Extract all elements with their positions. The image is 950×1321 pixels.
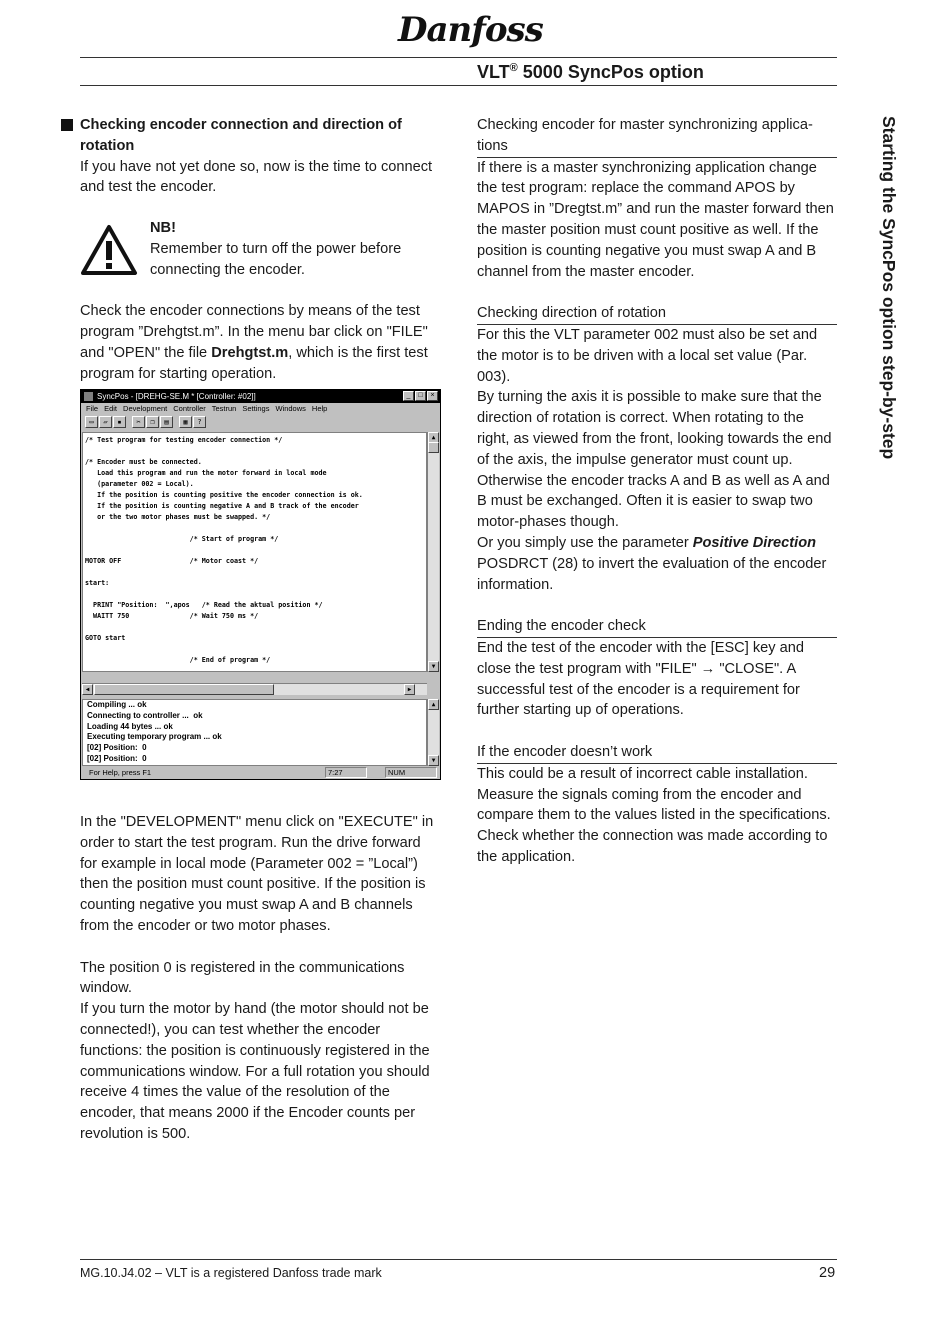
left-column xyxy=(80,115,440,385)
check-text: Check the encoder connections by means of the test program ”Drehgtst.m”. In the menu bar click on "FILE" and "OPEN" the file Drehgtst.m, which is the first test program for starting operation. xyxy=(80,303,428,382)
help-icon[interactable]: ? xyxy=(193,416,206,428)
header-rule-top xyxy=(80,57,837,58)
minimize-button[interactable]: _ xyxy=(403,391,414,401)
comm-scroll-up-icon[interactable]: ▲ xyxy=(428,699,439,710)
paste-icon[interactable]: ▤ xyxy=(160,416,173,428)
master-heading: Checking encoder for master synchronizing applica- tions xyxy=(477,115,837,158)
comm-text: Compiling ... ok Connecting to controller ... ok Loading 44 bytes ... ok Executing temporary program ... ok [02] Position: 0 [02] Position: 0 xyxy=(87,700,222,763)
bullet-square-icon xyxy=(61,119,73,131)
ending-text: End the test of the encoder with the [ESC] key and close the test program with "FILE" → "CLOSE". A successful test of the encoder is a requirement for further starting up of operations. xyxy=(477,639,804,719)
nb-title: NB! xyxy=(150,220,176,237)
app-icon xyxy=(84,392,93,401)
status-num: NUM xyxy=(385,767,437,778)
ending-heading: Ending the encoder check xyxy=(477,616,837,638)
status-bar xyxy=(81,767,440,779)
scroll-up-icon[interactable]: ▲ xyxy=(428,432,439,443)
maximize-button[interactable]: □ xyxy=(415,391,426,401)
failure-text: This could be a result of incorrect cable installation. Measure the signals coming from the encoder and compare them to the values listed in the specifications. Check whether the connection was made according to the application. xyxy=(477,765,831,865)
menu-windows[interactable]: Windows xyxy=(275,404,306,413)
code-text: /* Test program for testing encoder connection */ /* Encoder must be connected. Load this program and run the motor forward in local mode (parameter 002 = Local). If the position is counting positive the encoder connection is ok. If the position is counting negative A and B track of the encoder or the two motor phases must be swapped. */ /* Start of program */ MOTOR OFF /* Motor coast */ start: PRINT "Position: ",apos /* Read the aktual position */ WAITT 750 /* Wait 750 ms */ GOTO start /* End of program */ xyxy=(85,436,363,664)
failure-heading: If the encoder doesn’t work xyxy=(477,742,837,764)
comm-vertical-scrollbar[interactable] xyxy=(427,699,439,766)
file-name: Drehgtst.m xyxy=(211,344,289,361)
right-column xyxy=(477,115,837,868)
page-title: VLT® 5000 SyncPos option xyxy=(477,62,704,82)
direction-text-1: For this the VLT parameter 002 must also be set and the motor is to be driven with a local set value (Par. 003). xyxy=(477,326,818,385)
window-titlebar xyxy=(81,390,440,403)
parameter-name: Positive Direction xyxy=(692,534,817,551)
left-column-lower xyxy=(80,812,440,1145)
menu-bar xyxy=(81,403,440,415)
toolbar xyxy=(81,415,440,430)
position-text: The position 0 is registered in the communications window. xyxy=(80,959,405,997)
page-number: 29 xyxy=(819,1265,836,1281)
print-icon[interactable]: ▦ xyxy=(179,416,192,428)
editor-horizontal-scrollbar[interactable] xyxy=(82,683,427,695)
nb-text: Remember to turn off the power before connecting the encoder. xyxy=(150,240,402,278)
editor-vertical-scrollbar[interactable] xyxy=(427,432,439,672)
horizontal-scroll-thumb[interactable] xyxy=(94,684,274,695)
syncpos-screenshot xyxy=(80,389,441,780)
scroll-down-icon[interactable]: ▼ xyxy=(428,661,439,672)
intro-text: If you have not yet done so, now is the time to connect and test the encoder. xyxy=(80,158,433,196)
menu-controller[interactable]: Controller xyxy=(173,404,206,413)
menu-edit[interactable]: Edit xyxy=(104,404,118,413)
footer-text: MG.10.J4.02 – VLT is a registered Danfoss trade mark xyxy=(80,1266,382,1280)
menu-settings[interactable]: Settings xyxy=(242,404,270,413)
direction-heading: Checking direction of rotation xyxy=(477,303,837,325)
cut-icon[interactable]: ✂ xyxy=(132,416,145,428)
side-title: Starting the SyncPos option step-by-step xyxy=(879,116,899,460)
scroll-thumb[interactable] xyxy=(428,442,439,453)
menu-development[interactable]: Development xyxy=(123,404,168,413)
byhand-text: If you turn the motor by hand (the motor should not be connected!), you can test whether the encoder functions: the position is continuously registered in the communications window. For a full rotation you should receive 4 times the value of the resolution of the encoder, that means 2000 if the Encoder counts per revolution is 500. xyxy=(80,1001,430,1142)
direction-text-4: Or you simply use the parameter Positive Direction POSDRCT (28) to invert the evaluation of the encoder information. xyxy=(477,534,827,593)
header-rule-bottom xyxy=(80,85,837,86)
section-heading: Checking encoder connection and direction of rotation xyxy=(80,117,402,154)
scroll-right-icon[interactable]: ▶ xyxy=(404,684,415,695)
comm-scroll-down-icon[interactable]: ▼ xyxy=(428,755,439,766)
menu-file[interactable]: File xyxy=(86,404,99,413)
code-editor[interactable] xyxy=(82,432,427,672)
master-text: If there is a master synchronizing application change the test program: replace the command APOS by MAPOS in ”Dregtst.m” and run the master forward then the master position must count positive as well. If the position is counting negative you must swap A and B channel from the master encoder. xyxy=(477,159,834,280)
footer-rule xyxy=(80,1259,837,1260)
menu-help[interactable]: Help xyxy=(311,404,328,413)
direction-text-3: Otherwise the encoder tracks A and B as well as A and B must be exchanged. Often it is easier to swap two motor-phases though. xyxy=(477,472,830,531)
scroll-left-icon[interactable]: ◀ xyxy=(82,684,93,695)
communications-window[interactable] xyxy=(82,699,427,766)
copy-icon[interactable]: ❐ xyxy=(146,416,159,428)
menu-testrun[interactable]: Testrun xyxy=(211,404,237,413)
warning-icon xyxy=(80,224,138,276)
development-text: In the "DEVELOPMENT" menu click on "EXECUTE" in order to start the test program. Run the drive forward for example in local mode (Parameter 002 = ”Local”) then the position must count positive. If the position is counting negative you must swap A and B channels from the encoder or two motor phases. xyxy=(80,814,434,934)
window-title: SyncPos - [DREHG-SE.M * [Controller: #02]] xyxy=(97,392,256,401)
nb-note xyxy=(80,218,440,280)
status-help: For Help, press F1 xyxy=(89,768,152,777)
danfoss-logo: Danfoss xyxy=(398,10,543,50)
new-icon[interactable]: ▭ xyxy=(85,416,98,428)
open-icon[interactable]: ▱ xyxy=(99,416,112,428)
direction-text-2: By turning the axis it is possible to make sure that the direction of rotation is correct. When rotating to the right, as viewed from the front, looking towards the end of the axis, the impulse generator must count up. xyxy=(477,389,832,468)
save-icon[interactable]: ▪ xyxy=(113,416,126,428)
status-time: 7:27 xyxy=(325,767,367,778)
close-button[interactable]: × xyxy=(427,391,438,401)
